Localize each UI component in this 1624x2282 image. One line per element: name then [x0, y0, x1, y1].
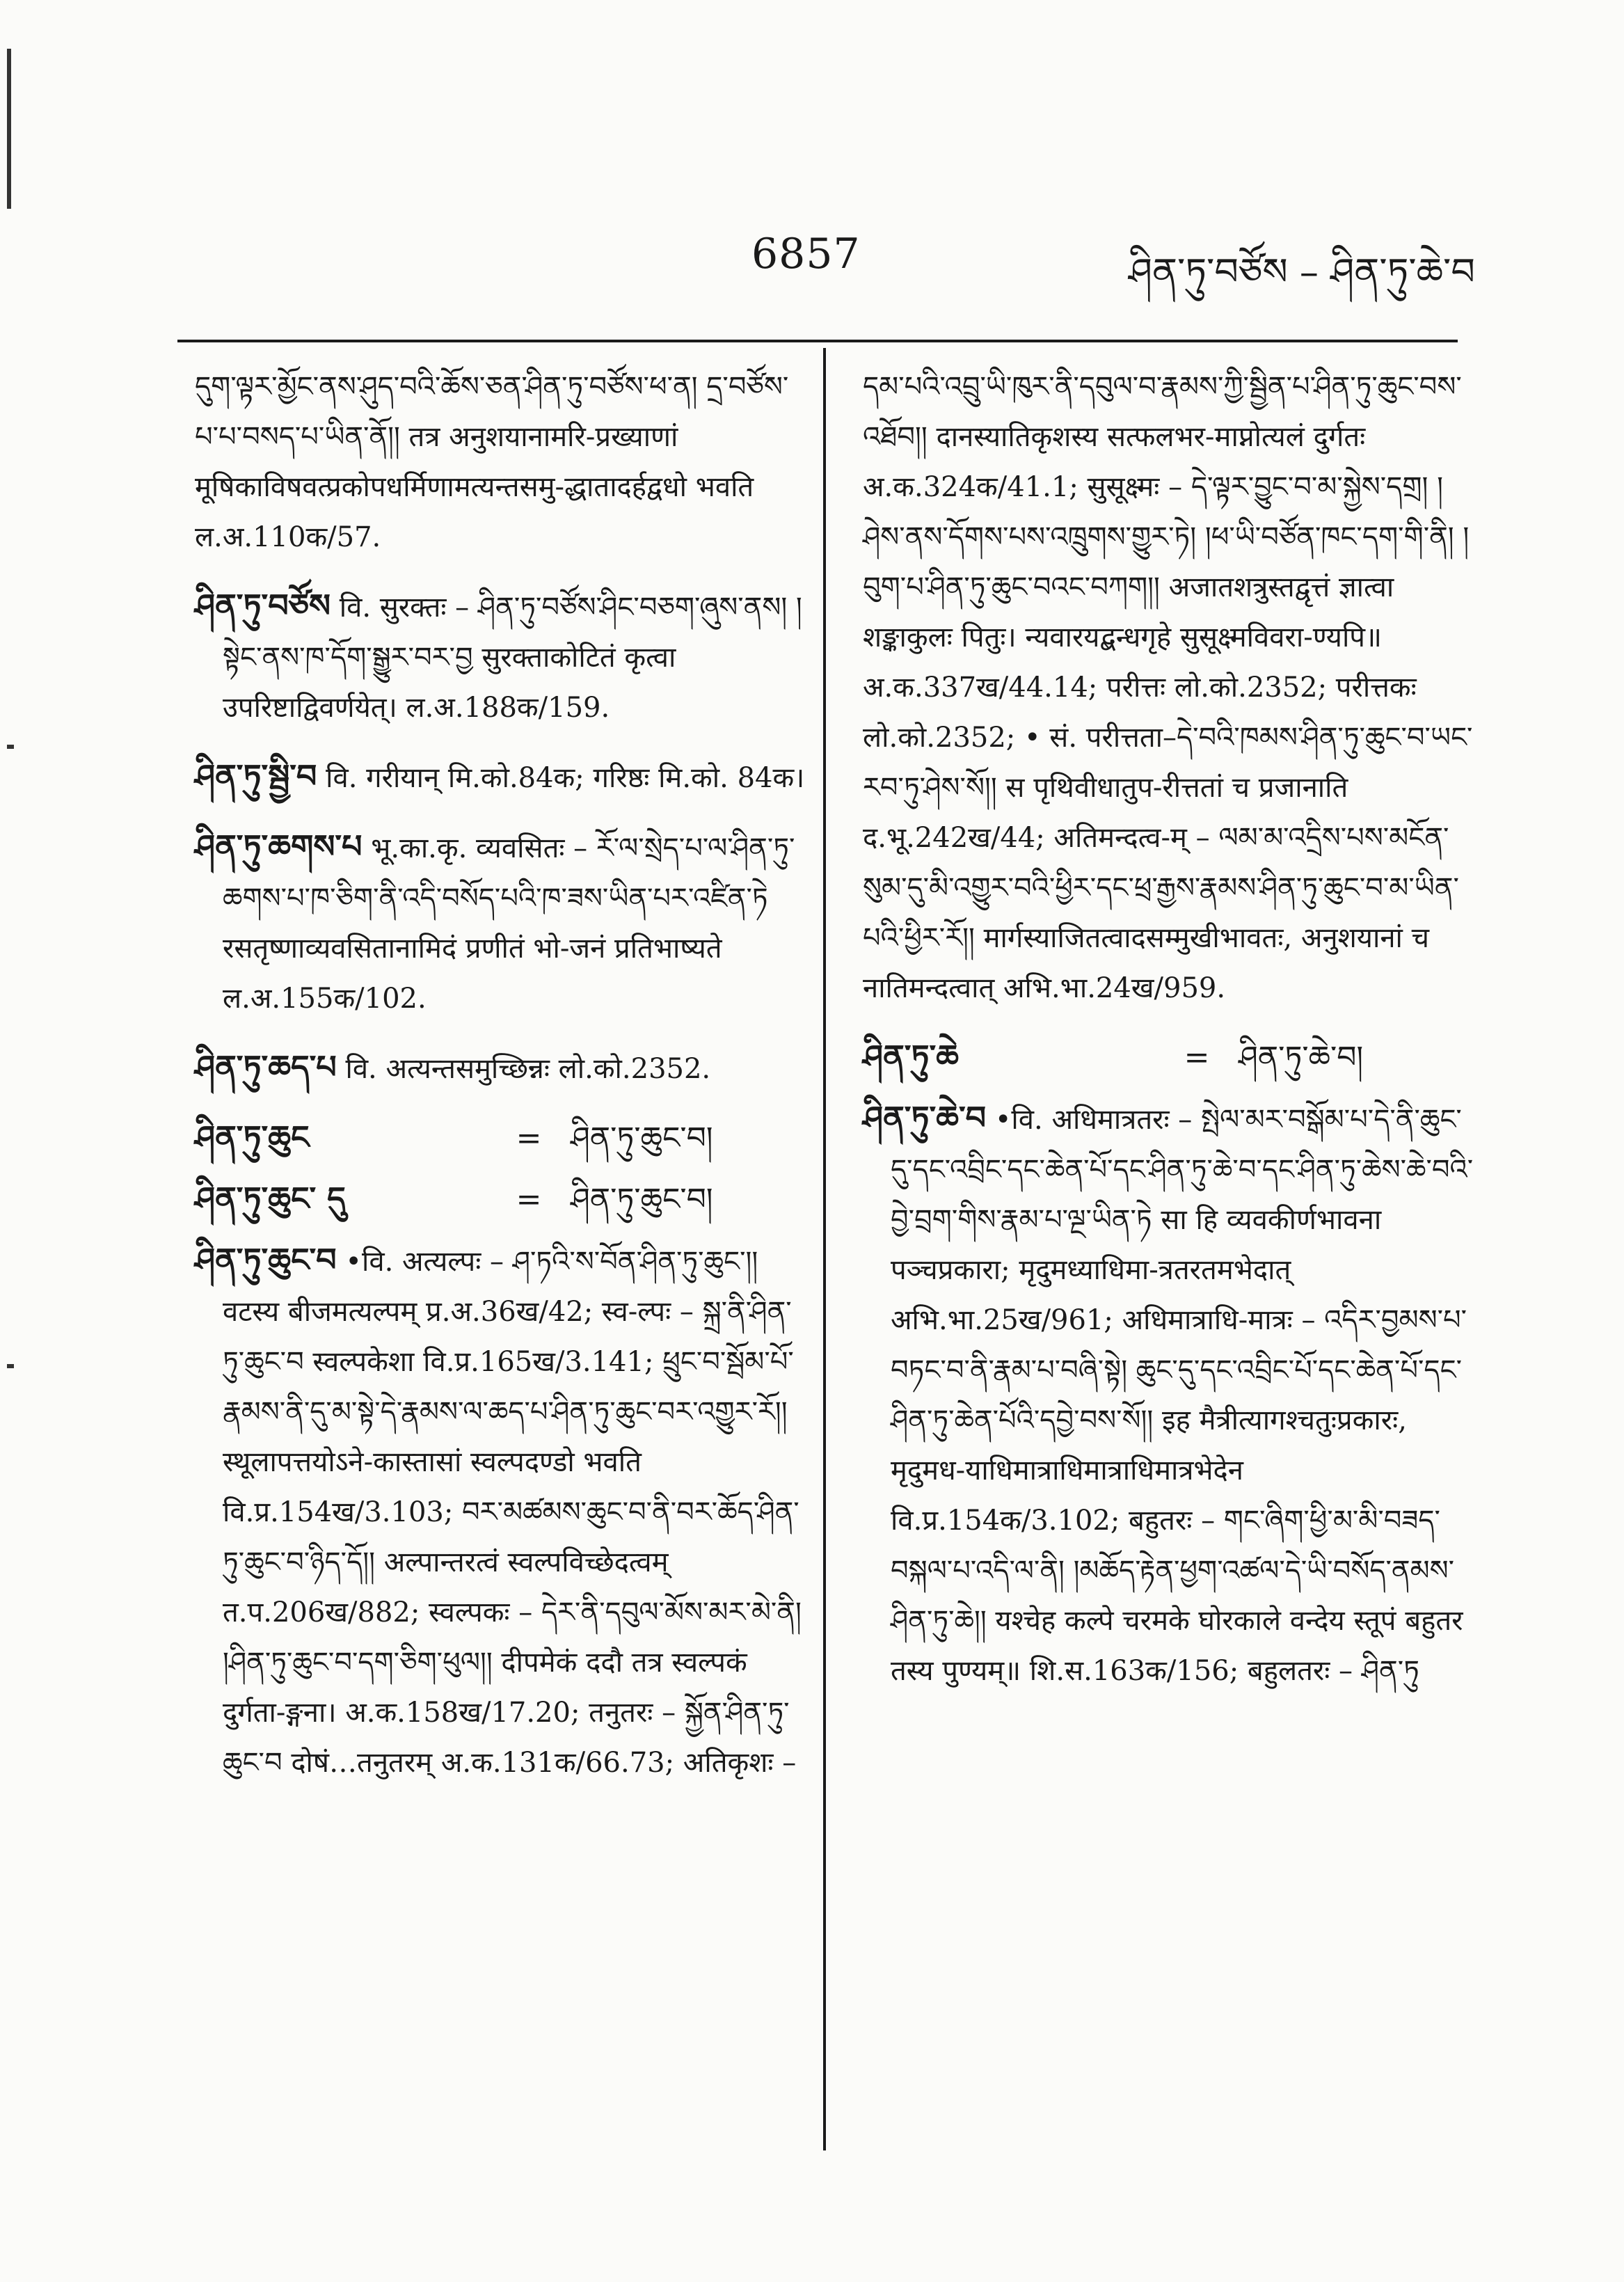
right-continuation: དམ་པའི་འབྲུ་ཡི་ཁུར་ནི་དབུལ་བ་རྣམས་ཀྱི་སྦྱིན་པ་ཤིན་ཏུ་ཆུང་བས་འཐོབ།། दानस्यातिकृशस्य सत्फलभर-माप्नोत्यलं दुर्गतः अ.क.324क/41.1; सुसूक्ष्मः – དེ་ལྟར་བྱུང་བ་མ་སྐྱེས་དགྲ། །ཤེས་ནས་དོགས་པས་འཁྲུགས་གྱུར་ཏེ། །ཕ་ཡི་བཙོན་ཁང་དག་གི་ནི། །བུག་པ་ཤིན་ཏུ་ཆུང་བའང་བཀག།། अजातशत्रुस्तद्वृत्तं ज्ञात्वा शङ्काकुलः पितुः। न्यवारयद्बन्धगृहे सुसूक्ष्मविवरा-ण्यपि॥ अ.क.337ख/44.14; परीत्तः लो.को.2352; परीत्तकः लो.को.2352; • सं. परीत्तता–དེ་བའི་ཁམས་ཤིན་ཏུ་ཆུང་བ་ཡང་རབ་ཏུ་ཤེས་སོ།། स पृथिवीधातुप-रीत्ततां च प्रजानाति द.भू.242ख/44; अतिमन्दत्व-म् – ལམ་མ་འདྲིས་པས་མངོན་སུམ་དུ་མི་འགྱུར་བའི་ཕྱིར་དང་ཕྲ་རྒྱས་རྣམས་ཤིན་ཏུ་ཆུང་བ་མ་ཡིན་པའི་ཕྱིར་རོ།། मार्गस्याजितत्वादसम्मुखीभावतः, अनुशयानां च नातिमन्दत्वात् अभि.भा.24ख/959.: [863, 371, 1473, 1004]
entry-headword: ཤིན་ཏུ་ཆད་པ: [195, 1048, 337, 1086]
xref-equals: =: [1184, 1040, 1210, 1075]
xref-equals: =: [516, 1182, 542, 1217]
margin-mark-top: [7, 49, 11, 209]
left-entry: [195, 821, 807, 1024]
margin-mark-low: [7, 1364, 14, 1368]
entry-definition: वि. अत्यन्तसमुच्छिन्नः लो.को.2352.: [345, 1053, 711, 1085]
entry-definition: वि. गरीयान् मि.को.84क; गरिष्ठः मि.को. 84क।: [326, 762, 805, 794]
xref-headword: ཤིན་ཏུ་ཆུང་ དུ: [195, 1180, 346, 1217]
right-cross-reference: [863, 1031, 1475, 1083]
xref-headword: ཤིན་ཏུ་ཆེ: [863, 1038, 959, 1075]
left-entry: [195, 751, 807, 803]
right-entry: [863, 1093, 1475, 1696]
running-head: ཤིན་ཏུ་བཙོས – ཤིན་ཏུ་ཆེ་བ: [1128, 250, 1475, 294]
entry-definition: भू.का.कृ. व्यवसितः – རོ་ལ་སྲེད་པ་ལ་ཤིན་ཏུ་ཆགས་པ་ཁ་ཅིག་ནི་འདི་བསོད་པའི་ཁ་ཟས་ཡིན་པར་འཛིན་ཏེ रसतृष्णाव्यवसितानामिदं प्रणीतं भो-जनं प्रतिभाष्यते ल.अ.155क/102.: [223, 832, 795, 1015]
entry-definition: वि. सुरक्तः – ཤིན་ཏུ་བཙོས་ཤིང་བཅག་ཞུས་ནས། །སྟེང་ནས་ཁ་དོག་སྒྱུར་བར་བྱ सुरक्ताकोटितं कृत्वा उपरिष्टाद्विवर्णयेत्। ल.अ.188क/159.: [223, 592, 802, 724]
left-entry: [195, 1235, 807, 1788]
entry-headword: ཤིན་ཏུ་བཙོས: [195, 587, 331, 624]
page-number: 6857: [751, 230, 861, 278]
xref-headword: ཤིན་ཏུ་ཆུང: [195, 1118, 310, 1156]
entry-definition: •वि. अधिमात्रतरः – སྤེལ་མར་བསྒོམ་པ་དེ་ནི་ཆུང་དུ་དང་འབྲིང་དང་ཆེན་པོ་དང་ཤིན་ཏུ་ཆེ་བ་དང་ཤིན་ཏུ་ཆེས་ཆེ་བའི་བྱེ་བྲག་གིས་རྣམ་པ་ལྔ་ཡིན་ཏེ सा हि व्यवकीर्णभावना पञ्चप्रकारा; मृदुमध्याधिमा-त्रतरतमभेदात् अभि.भा.25ख/961; अधिमात्राधि-मात्रः – འདིར་བྱམས་པ་བཏང་བ་ནི་རྣམ་པ་བཞི་སྟེ། ཆུང་དུ་དང་འབྲིང་པོ་དང་ཆེན་པོ་དང་ཤིན་ཏུ་ཆེན་པོའི་དབྱེ་བས་སོ།། इह मैत्रीत्यागश्चतुःप्रकारः, मृदुमध-याधिमात्राधिमात्राधिमात्रभेदेन वि.प्र.154क/3.102; बहुतरः – གང་ཞིག་ཕྱི་མ་མི་བཟད་བསྐལ་པ་འདི་ལ་ནི། །མཆོད་རྟེན་ཕྱག་འཚལ་དེ་ཡི་བསོད་ནམས་ཤིན་ཏུ་ཆེ།། यश्चेह कल्पे चरमके घोरकाले वन्देय स्तूपं बहुतर तस्य पुण्यम्॥ शि.स.163क/156; बहुलतरः – ཤིན་ཏུ: [891, 1104, 1474, 1687]
left-continuation: དུག་ལྟར་མྱོང་ནས་ཤུད་བའི་ཆོས་ཅན་ཤིན་ཏུ་བཙོས་ཕ་ན། དྲ་བཙོས་པ་པ་བསད་པ་ཡིན་ནོ།། तत्र अनुशयानामरि-प्रख्याणां मूषिकाविषवत्प्रकोपधर्मिणामत्यन्तसमु-द्धातादर्हद्वधो भवति ल.अ.110क/57.: [195, 371, 789, 553]
header-rule: [177, 340, 1458, 342]
entry-headword: ཤིན་ཏུ་སྦྱི་བ: [195, 757, 317, 795]
left-column: [195, 362, 807, 1806]
entry-definition: •वि. अत्यल्पः – ཤ་ཏའི་ས་བོན་ཤིན་ཏུ་ཆུང་།། वटस्य बीजमत्यल्पम् प्र.अ.36ख/42; स्व-ल्पः – སྐྲ་ནི་ཤིན་ཏུ་ཆུང་བ स्वल्पकेशा वि.प्र.165ख/3.141; ཕྲུང་བ་སྦོམ་པོ་རྣམས་ནི་དུ་མ་སྟེ་དེ་རྣམས་ལ་ཆད་པ་ཤིན་ཏུ་ཆུང་བར་འགྱུར་རོ།། स्थूलापत्तयोऽने-कास्तासां स्वल्पदण्डो भवति वि.प्र.154ख/3.103; བར་མཚམས་ཆུང་བ་ནི་བར་ཆོད་ཤིན་ཏུ་ཆུང་བ་ཉིད་དོ།། अल्पान्तरत्वं स्वल्पविच्छेदत्वम् त.प.206ख/882; स्वल्पकः – དེར་ནི་དབུལ་མོས་མར་མེ་ནི། །ཤིན་ཏུ་ཆུང་བ་དག་ཅིག་ཕུལ།། दीपमेकं ददौ तत्र स्वल्पकं दुर्गता-ङ्गना। अ.क.158ख/17.20; तनुतरः – སྐྱོན་ཤིན་ཏུ་ཆུང་བ दोषं…तनुतरम् अ.क.131क/66.73; अतिकृशः –: [223, 1246, 802, 1779]
xref-target: ཤིན་ཏུ་ཆུང་བ།: [571, 1120, 713, 1156]
left-entry: [195, 580, 807, 733]
column-divider: [823, 348, 826, 2150]
entry-headword: ཤིན་ཏུ་ཆགས་པ: [195, 827, 363, 865]
xref-target: ཤིན་ཏུ་ཆེ་བ།: [1239, 1040, 1364, 1075]
left-entry: [195, 1042, 807, 1094]
right-column: [863, 362, 1475, 1714]
left-cross-reference: [195, 1173, 807, 1225]
left-cross-reference: [195, 1112, 807, 1164]
entry-headword: ཤིན་ཏུ་ཆུང་བ: [195, 1241, 337, 1278]
xref-equals: =: [516, 1120, 542, 1156]
margin-mark-mid: [7, 745, 14, 749]
entry-headword: ཤིན་ཏུ་ཆེ་བ: [863, 1099, 987, 1136]
xref-target: ཤིན་ཏུ་ཆུང་བ།: [571, 1182, 713, 1217]
